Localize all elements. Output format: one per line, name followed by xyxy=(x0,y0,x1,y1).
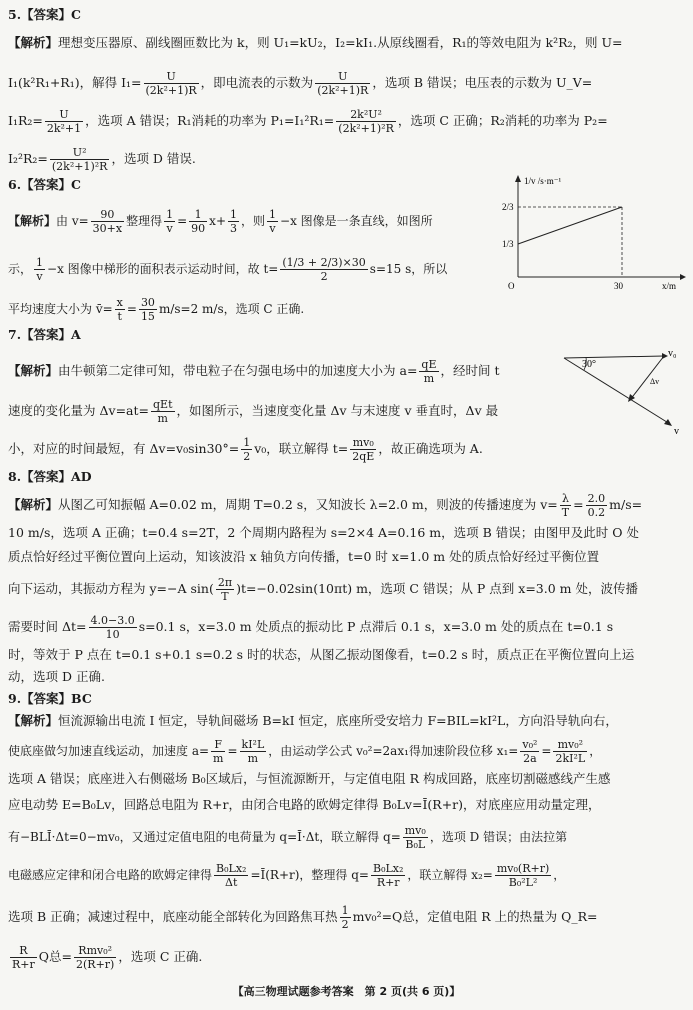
graph-x1: 30 xyxy=(614,281,623,291)
q8-line2: 10 m/s，选项 A 正确；t=0.4 s=2T，2 个周期内路程为 s=2×4 A=0.16 m，选项 B 错误；由图甲及此时 O 处 xyxy=(8,525,639,540)
q8-line4: 向下运动，其振动方程为 y=−A sin( $\frac{2\pi}{T}$ )t=−0.02sin(10πt) m，选项 C 错误；从 P 点到 x=3.0 m 处，波传播 xyxy=(8,576,638,603)
q6-answer: 6.【答案】C xyxy=(8,177,81,192)
q7-answer: 7.【答案】A xyxy=(8,327,81,342)
q9-line4: 应电动势 E=B₀Lv，回路总电阻为 R+r，由闭合电路的欧姆定律得 B₀Lv=Ī(R+r)，对底座应用动量定理， xyxy=(8,797,601,812)
q8-line6: 时，等效于 P 点在 t=0.1 s+0.1 s=0.2 s 时的状态，从图乙振动图像看，t=0.2 s 时，质点正在平衡位置向上运 xyxy=(8,647,635,662)
q9-answer: 9.【答案】BC xyxy=(8,691,92,706)
q7-line2: 速度的变化量为 Δv=at= $\frac{\text{qEt}}{m}$ ，如图所示，当速度变化量 Δv 与末速度 v 垂直时，Δv 最 xyxy=(8,398,499,425)
q7-vector-figure xyxy=(560,342,688,437)
graph-y2: 2/3 xyxy=(502,202,514,212)
q6-graph xyxy=(500,172,690,292)
q6-line3: 平均速度大小为 v̄= $\frac{x}{t}$ = $\frac{30}{15}$ m/s=2 m/s，选项 C 正确. xyxy=(8,296,305,323)
q5-line2: I₁(k²R₁+R₁)，解得 I₁= $\frac{U}{\text{(2k²+1)R}}$ ，即电流表的示数为 $\frac{U}{\text{(2k²+1)R}}$ ，选项 B 错误；电压表的示数为 U_V= xyxy=(8,70,593,97)
q8-line1: 【解析】从图乙可知振幅 A=0.02 m，周期 T=0.2 s，又知波长 λ=2.0 m，则波的传播速度为 v= $\frac{\lambda}{T}$ = $\frac{2.0}{0.2}$ m/s= xyxy=(8,492,643,519)
q9-line2: 使底座做匀加速直线运动，加速度 a= $\frac{F}{m}$ = $\frac{\text{kI²L}}{m}$ ，由运动学公式 v₀²=2ax₁得加速阶段位移 x₁= $\frac{\text{v₀²}}{2a}$ = $\frac{\text{mv₀²}}{\text{2kI²L}}$ ， xyxy=(8,738,602,765)
q9-line7: 选项 B 正确；减速过程中，底座动能全部转化为回路焦耳热 $\frac{1}{2}$ mv₀²=Q总，定值电阻 R 上的热量为 Q_R= xyxy=(8,904,598,931)
q5-answer: 5.【答案】C xyxy=(8,7,81,22)
v-label: v xyxy=(674,426,679,437)
angle-label: 30° xyxy=(582,359,596,370)
graph-x-label: x/m xyxy=(662,281,677,291)
q5-line4: I₂²R₂= $\frac{\text{U²}}{\text{(2k²+1)²R}}$ ，选项 D 错误. xyxy=(8,146,196,173)
q9-line8: $\frac{R}{R+r}$ Q总= $\frac{\text{Rmv₀²}}{2(R+r)}$ ，选项 C 正确. xyxy=(12,944,203,971)
q6-line1: 【解析】由 v= $\frac{90}{30+x}$ 整理得 $\frac{1}{v}$ = $\frac{1}{90}$ x+ $\frac{1}{3}$ ，则 $\frac{1}{v}$ −x 图像是一条直线，如图所 xyxy=(8,208,433,235)
q5-line3: I₁R₂= $\frac{U}{\text{2k²+1}}$ ，选项 A 错误；R₁消耗的功率为 P₁=I₁²R₁= $\frac{\text{2k²U²}}{\text{(2k²+1)²R}}$ ，选项 C 正确；R₂消耗的功率为 P₂= xyxy=(8,108,608,135)
graph-y-label: 1/v /s·m⁻¹ xyxy=(524,176,562,186)
q8-line5: 需要时间 Δt= $\frac{4.0-3.0}{10}$ s=0.1 s，x=3.0 m 处质点的振动比 P 点滞后 0.1 s，x=3.0 m 处的质点在 t=0.1 s xyxy=(8,614,614,641)
page-footer: 【高三物理试题参考答案 第 2 页(共 6 页)】 xyxy=(232,985,461,998)
q9-line3: 选项 A 错误；底座进入右侧磁场 B₀区域后，与恒流源断开，与定值电阻 R 构成回路，底座切割磁感线产生感 xyxy=(8,771,611,786)
q9-line6: 电磁感应定律和闭合电路的欧姆定律得 $\frac{\text{B₀Lx₂}}{\Delta t}$ =Ī(R+r)，整理得 q= $\frac{\text{B₀Lx₂}}{R+r}$ ，联立解得 x₂= $\frac{\text{mv₀(R+r)}}{\text{B₀²L²}}$ ， xyxy=(8,862,566,889)
q9-line5: 有−BLĪ·Δt=0−mv₀，又通过定值电阻的电荷量为 q=Ī·Δt，联立解得 q= $\frac{\text{mv₀}}{\text{B₀L}}$ ，选项 D 错误；由法拉第 xyxy=(8,824,568,851)
q8-answer: 8.【答案】AD xyxy=(8,469,92,484)
graph-origin: O xyxy=(508,281,515,291)
q7-line3: 小，对应的时间最短，有 Δv=v₀sin30°= $\frac{1}{2}$ v₀，联立解得 t= $\frac{\text{mv₀}}{2qE}$ ，故正确选项为 A. xyxy=(8,436,483,463)
q7-line1: 【解析】由牛顿第二定律可知，带电粒子在匀强电场中的加速度大小为 a= $\frac{qE}{m}$ ，经时间 t xyxy=(8,358,500,385)
q6-line2: 示， $\frac{1}{v}$ −x 图像中梯形的面积表示运动时间，故 t= $\frac{(1/3 + 2/3)\times 30}{2}$ s=15 s，所以 xyxy=(8,256,448,283)
q8-line3: 质点恰好经过平衡位置向上运动，知该波沿 x 轴负方向传播，t=0 时 x=1.0 m 处的质点恰好经过平衡位置 xyxy=(8,549,600,564)
v0-label: v₀ xyxy=(668,348,677,359)
dv-label: Δv xyxy=(650,377,660,386)
graph-y1: 1/3 xyxy=(502,239,514,249)
q5-line1: 【解析】理想变压器原、副线圈匝数比为 k，则 U₁=kU₂，I₂=kI₁.从原线圈看，R₁的等效电阻为 k²R₂，则 U= xyxy=(8,35,623,50)
q9-line1: 【解析】恒流源输出电流 I 恒定，导轨间磁场 B=kI 恒定，底座所受安培力 F=BIL=kI²L，方向沿导轨向右， xyxy=(8,713,618,728)
q8-line7: 动，选项 D 正确. xyxy=(8,669,105,684)
